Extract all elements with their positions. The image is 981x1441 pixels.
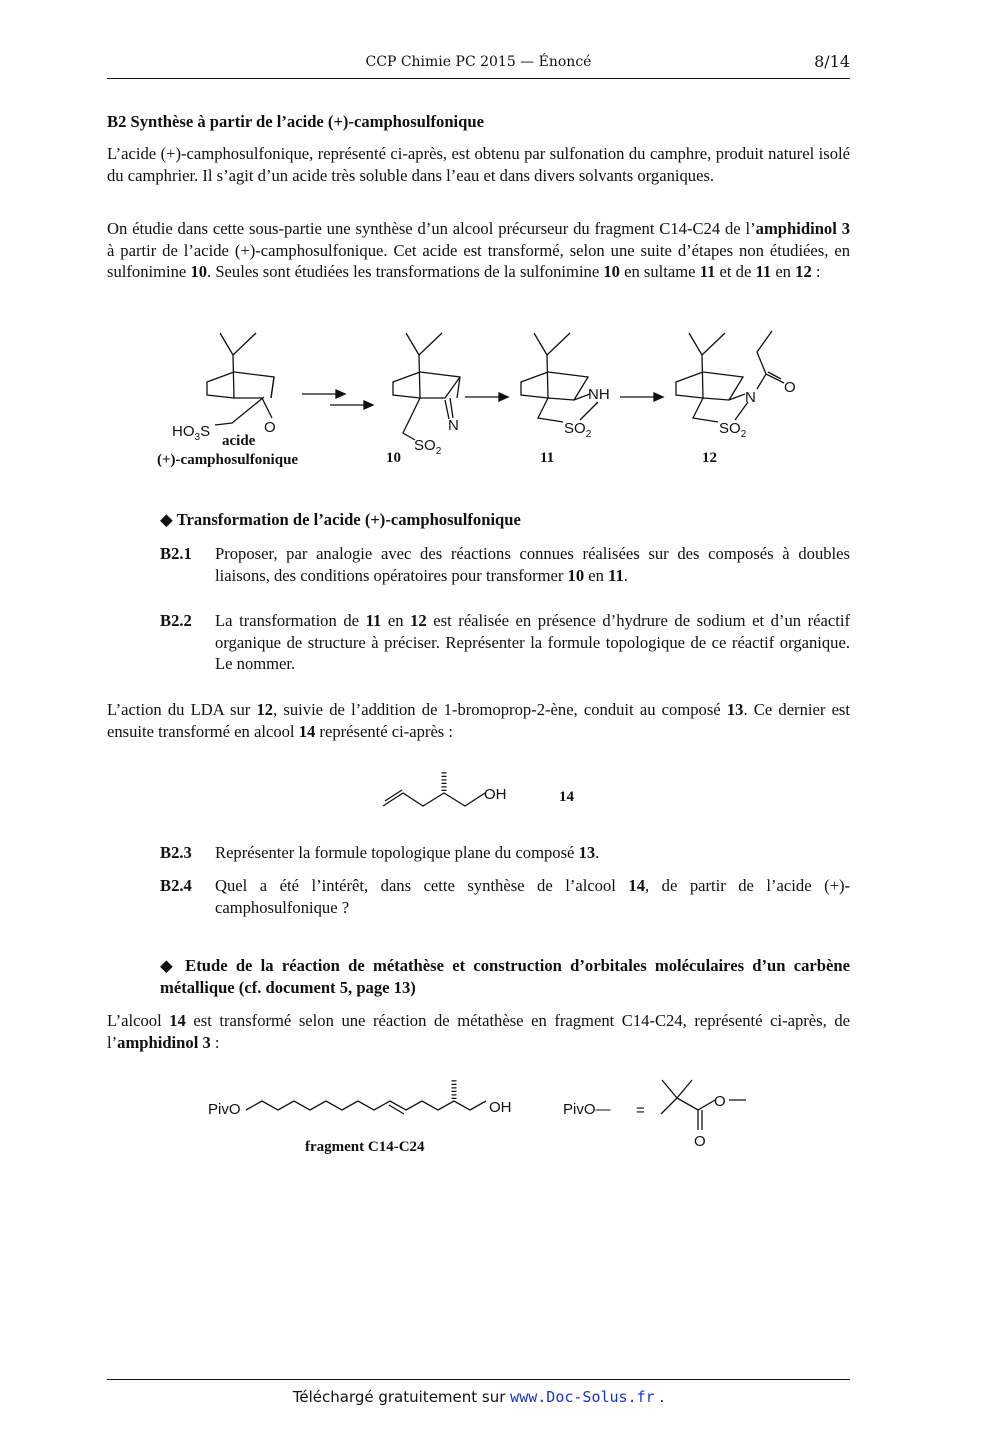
amide-o-label: O bbox=[784, 379, 796, 396]
footer-text: Téléchargé gratuitement sur www.Doc-Solus.fr . bbox=[292, 1388, 665, 1406]
so2-label: $SO_2$ bbox=[414, 437, 442, 457]
ester-o-label: O bbox=[714, 1093, 726, 1110]
question-text: Représenter la formule topologique plane du composé 13. bbox=[215, 843, 600, 862]
fragment-label: fragment C14-C24 bbox=[305, 1139, 425, 1155]
question-b2-2 bbox=[160, 610, 850, 675]
amide-n-label: N bbox=[745, 389, 756, 406]
text-run: On étudie dans cette sous-partie une synthèse d’un alcool précurseur du fragment C14-C24 de l’ bbox=[107, 219, 756, 238]
so2-label: $SO_2$ bbox=[719, 420, 747, 440]
page-footer bbox=[107, 1379, 850, 1406]
sultam-11-structure bbox=[521, 333, 598, 422]
bold-run: 12 bbox=[795, 262, 812, 281]
acid-name-line1: acide bbox=[222, 433, 256, 449]
text-run: en sultame bbox=[619, 262, 700, 281]
hydroxyl-label: OH bbox=[489, 1099, 512, 1116]
subsection-heading bbox=[160, 955, 850, 998]
reaction-arrow bbox=[302, 390, 345, 398]
diamond-bullet-icon: ◆ bbox=[160, 510, 177, 529]
subsection-heading-text: Transformation de l’acide (+)-camphosulfonique bbox=[176, 510, 521, 529]
compound-label-11: 11 bbox=[540, 450, 555, 466]
question-text: Quel a été l’intérêt, dans cette synthèse de l’alcool 14, de partir de l’acide (+)-camphosulfonique ? bbox=[215, 876, 851, 917]
so2-label: $SO_2$ bbox=[564, 420, 592, 440]
equals-sign: = bbox=[636, 1102, 645, 1119]
nh-label: NH bbox=[588, 386, 610, 403]
pivo-definition-label: PivO— bbox=[563, 1101, 611, 1118]
camphosulfonic-acid-structure bbox=[207, 333, 274, 425]
acid-name-line2: (+)-camphosulfonique bbox=[157, 452, 299, 468]
intro-paragraph: L’acide (+)-camphosulfonique, représenté ci-après, est obtenu par sulfonation du camphre, produit naturel isolé du camphrier. Il s’agit d’un acide très soluble dans l’eau et dans divers solvants organiques. bbox=[107, 144, 850, 185]
lda-paragraph: L’action du LDA sur 12, suivie de l’addition de 1-bromoprop-2-ène, conduit au composé 13. Ce dernier est ensuite transformé en alcool 14 représenté ci-après : bbox=[107, 700, 850, 741]
carbonyl-o-label: O bbox=[694, 1133, 706, 1150]
question-b2-1 bbox=[160, 543, 850, 586]
doc-solus-link[interactable]: www.Doc-Solus.fr bbox=[510, 1388, 655, 1406]
question-text: Proposer, par analogie avec des réactions connues réalisées sur des composés à doubles liaisons, des conditions opératoires pour transformer 10 en 11. bbox=[215, 544, 850, 585]
text-run: à partir de l’acide (+)-camphosulfonique. Cet acide est transformé, selon une suite d’étapes non étudiées, en sulfonimine bbox=[107, 240, 850, 281]
carbonyl-o-label: O bbox=[264, 419, 276, 436]
imine-n-label: N bbox=[448, 417, 459, 434]
metathesis-paragraph: L’alcool 14 est transformé selon une réaction de métathèse en fragment C14-C24, représenté ci-après, de l’amphidinol 3 : bbox=[107, 1011, 850, 1052]
bold-run: 10 bbox=[190, 262, 208, 281]
question-number: B2.4 bbox=[160, 876, 192, 895]
fragment-c14-c24-structure bbox=[246, 1078, 486, 1114]
bold-run: 11 bbox=[699, 262, 716, 281]
section-title: B2 Synthèse à partir de l’acide (+)-camphosulfonique bbox=[107, 112, 484, 131]
question-text: La transformation de 11 en 12 est réalisée en présence d’hydrure de sodium et d’un réactif organique de structure à préciser. Représenter la formule topologique de ce réactif organique. Le nommer. bbox=[215, 611, 850, 673]
alcohol-14-structure bbox=[383, 770, 485, 806]
bold-run: 11 bbox=[755, 262, 772, 281]
pivo-label: PivO bbox=[208, 1101, 241, 1118]
compound-label-12: 12 bbox=[702, 450, 717, 466]
hydroxyl-label: OH bbox=[484, 786, 507, 803]
question-b2-3 bbox=[160, 842, 850, 864]
reaction-arrow bbox=[330, 401, 373, 409]
page-number: 8/14 bbox=[814, 52, 850, 71]
text-run: . Seules sont étudiées les transformations de la sulfonimine bbox=[207, 262, 604, 281]
compound-label-10: 10 bbox=[386, 450, 401, 466]
question-number: B2.2 bbox=[160, 611, 192, 630]
subsection-heading-text: Etude de la réaction de métathèse et construction d’orbitales moléculaires d’un carbène métallique (cf. document 5, page 13) bbox=[160, 956, 850, 997]
question-b2-4 bbox=[160, 875, 850, 918]
reaction-arrow bbox=[620, 393, 663, 401]
subsection-heading bbox=[160, 509, 850, 531]
pivaloyl-structure bbox=[661, 1080, 746, 1130]
ho3s-group-label: $HO_3S$ bbox=[172, 423, 211, 443]
text-run: en bbox=[771, 262, 796, 281]
bold-run: 10 bbox=[603, 262, 620, 281]
text-run: : bbox=[811, 262, 821, 281]
bold-run: amphidinol 3 bbox=[755, 219, 850, 238]
header-title: CCP Chimie PC 2015 — Énoncé bbox=[365, 54, 592, 70]
question-number: B2.1 bbox=[160, 544, 192, 563]
text-run: et de bbox=[715, 262, 756, 281]
question-number: B2.3 bbox=[160, 843, 192, 862]
compound-label-14: 14 bbox=[559, 789, 574, 805]
sultam-12-structure bbox=[676, 331, 784, 422]
reaction-arrow bbox=[465, 393, 508, 401]
diamond-bullet-icon: ◆ bbox=[160, 956, 186, 975]
